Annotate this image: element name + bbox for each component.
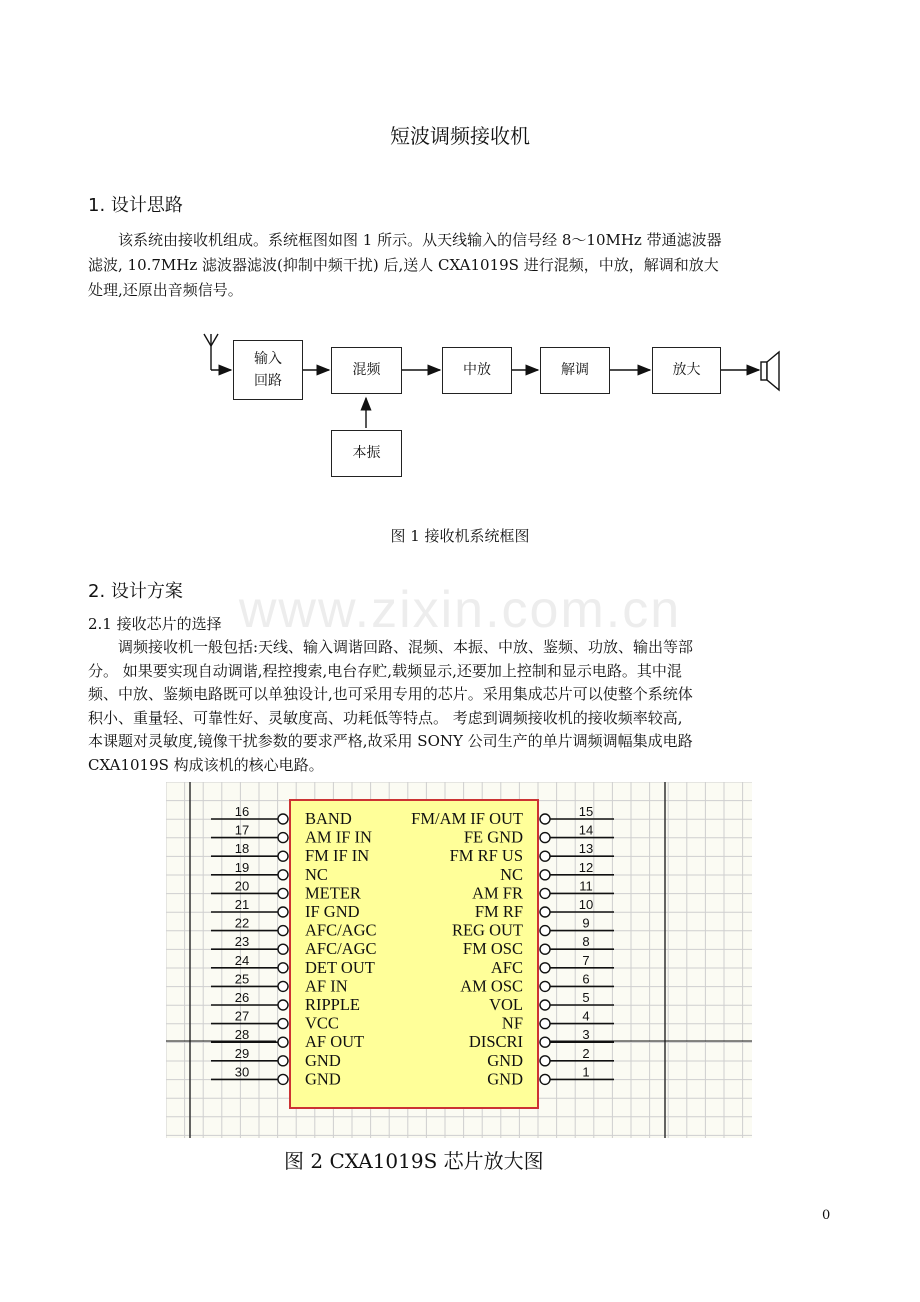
pin-label: AFC [490, 957, 523, 977]
pin-number: 3 [582, 1027, 590, 1043]
local-osc-block: 本振 [331, 430, 402, 477]
pin-label: BAND [305, 809, 352, 828]
pin-terminal [278, 814, 288, 824]
pin-terminal [540, 1056, 550, 1066]
pin-label: GND [305, 1050, 341, 1070]
pin-number: 12 [578, 859, 594, 875]
pin-number: 18 [234, 841, 250, 857]
pin-number: 9 [582, 915, 590, 931]
paragraph-line: 处理,还原出音频信号。 [88, 281, 243, 299]
block-label: 回路 [254, 373, 282, 389]
paragraph-line: 该系统由接收机组成。系统框图如图 1 所示。从天线输入的信号经 8～10MHz 带通滤波器 [118, 231, 722, 249]
amp-block: 放大 [652, 347, 721, 394]
pin-label: VCC [305, 1013, 339, 1033]
pin-terminal [278, 1056, 288, 1066]
pin-terminal [540, 981, 550, 991]
pin-terminal [278, 833, 288, 843]
pin-label: AF OUT [305, 1032, 365, 1052]
pin-number: 19 [234, 859, 250, 875]
pin-terminal [540, 814, 550, 824]
mixer-block: 混频 [331, 347, 402, 394]
demod-block: 解调 [540, 347, 610, 394]
pin-label: VOL [489, 995, 523, 1014]
section2-subheading: 2.1 接收芯片的选择 [88, 615, 222, 633]
pin-number: 27 [234, 1008, 250, 1024]
pin-terminal [278, 944, 288, 954]
pin-terminal [540, 833, 550, 843]
pin-label: FE GND [463, 827, 523, 847]
antenna-icon [204, 334, 231, 370]
figure1-caption: 图 1 接收机系统框图 [390, 527, 530, 545]
pin-terminal [278, 870, 288, 880]
pin-number: 26 [234, 990, 250, 1005]
watermark: www.zixin.com.cn [238, 581, 682, 639]
pin-terminal [278, 851, 288, 861]
pin-number: 15 [578, 804, 594, 819]
pin-label: AFC/AGC [305, 939, 377, 959]
section1-heading: 1. 设计思路 [88, 195, 183, 216]
pin-number: 29 [234, 1045, 250, 1061]
block-diagram-lines [0, 320, 920, 490]
pin-label: NF [501, 1013, 523, 1033]
pin-label: GND [487, 1069, 523, 1089]
pin-terminal [278, 907, 288, 917]
pin-number: 2 [582, 1045, 590, 1061]
pin-number: 17 [234, 822, 250, 838]
pin-label: NC [500, 864, 523, 884]
paragraph-line: 本课题对灵敏度,镜像干扰参数的要求严格,故采用 SONY 公司生产的单片调频调幅集成电路 [88, 732, 693, 750]
figure2-caption: 图 2 CXA1019S 芯片放大图 [284, 1149, 544, 1173]
pin-terminal [278, 963, 288, 973]
pin-number: 28 [234, 1027, 250, 1043]
input-circuit-block [233, 340, 303, 400]
pin-number: 5 [582, 990, 590, 1005]
pin-label: GND [305, 1069, 341, 1089]
pin-number: 23 [234, 934, 250, 950]
paragraph-line: 分。 如果要实现自动调谐,程控搜索,电台存贮,载频显示,还要加上控制和显示电路。其中混 [88, 661, 682, 680]
pin-terminal [278, 888, 288, 898]
page-number: 0 [822, 1208, 831, 1223]
pin-label: RIPPLE [305, 995, 361, 1014]
paragraph-line: 调频接收机一般包括:天线、输入调谐回路、混频、本振、中放、鉴频、功放、输出等部 [118, 638, 694, 656]
pin-label: FM OSC [462, 939, 523, 959]
pin-label: DISCRI [468, 1032, 523, 1052]
pin-terminal [278, 1000, 288, 1010]
speaker-icon [761, 352, 779, 390]
pin-terminal [540, 851, 550, 861]
pin-label: FM RF US [449, 846, 523, 866]
pin-number: 4 [582, 1008, 590, 1024]
pin-label: AF IN [305, 976, 348, 996]
paragraph-line: 频、中放、鉴频电路既可以单独设计,也可采用专用的芯片。采用集成芯片可以使整个系统体 [88, 685, 693, 703]
pin-terminal [278, 926, 288, 936]
page-title: 短波调频接收机 [390, 124, 530, 148]
pin-number: 13 [578, 841, 594, 857]
pin-terminal [540, 1037, 550, 1047]
pin-number: 20 [234, 878, 250, 894]
section2-heading: 2. 设计方案 [88, 581, 183, 602]
pin-label: REG OUT [451, 920, 523, 940]
pin-terminal [540, 926, 550, 936]
pin-number: 22 [234, 915, 250, 931]
section1-paragraph [88, 228, 848, 303]
pin-terminal [278, 1074, 288, 1084]
pin-number: 21 [234, 897, 250, 912]
pin-label: NC [305, 864, 328, 884]
pin-label: AM FR [472, 883, 523, 903]
pin-label: DET OUT [305, 957, 375, 977]
pin-terminal [278, 981, 288, 991]
pin-terminal [278, 1019, 288, 1029]
block-label: 输入 [254, 351, 282, 367]
pin-terminal [540, 1000, 550, 1010]
pin-terminal [540, 870, 550, 880]
pin-terminal [540, 888, 550, 898]
pin-number: 7 [582, 952, 590, 968]
block-diagram [0, 320, 920, 490]
pin-label: FM RF [474, 902, 523, 921]
pin-terminal [278, 1037, 288, 1047]
pin-number: 30 [234, 1064, 250, 1080]
pin-label: FM/AM IF OUT [411, 809, 523, 828]
paragraph-line: CXA1019S 构成该机的核心电路。 [88, 755, 324, 774]
pin-terminal [540, 1074, 550, 1084]
pin-number: 8 [582, 934, 590, 950]
pin-label: FM IF IN [305, 846, 370, 866]
chip-pinout-figure [166, 782, 752, 1138]
pin-label: METER [305, 883, 361, 903]
if-amp-block: 中放 [442, 347, 512, 394]
pin-label: AFC/AGC [305, 920, 377, 940]
pin-terminal [540, 963, 550, 973]
pin-label: GND [487, 1050, 523, 1070]
pin-terminal [540, 1019, 550, 1029]
paragraph-line: 滤波, 10.7MHz 滤波器滤波(抑制中频干扰) 后,送人 CXA1019S 进行混频，中放，解调和放大 [88, 256, 719, 274]
pin-number: 1 [582, 1064, 590, 1080]
pin-number: 14 [578, 822, 594, 838]
pin-number: 25 [234, 971, 250, 987]
pin-label: AM IF IN [305, 827, 372, 847]
pin-terminal [540, 944, 550, 954]
section2-paragraph [88, 636, 858, 777]
pin-number: 16 [234, 804, 250, 819]
pin-number: 10 [578, 897, 594, 912]
pin-number: 6 [582, 971, 590, 987]
pin-number: 24 [234, 952, 250, 968]
pin-label: AM OSC [460, 976, 523, 996]
pin-label: IF GND [305, 902, 360, 921]
pin-terminal [540, 907, 550, 917]
pin-number: 11 [579, 878, 593, 894]
paragraph-line: 积小、重量轻、可靠性好、灵敏度高、功耗低等特点。 考虑到调频接收机的接收频率较高, [88, 708, 683, 727]
